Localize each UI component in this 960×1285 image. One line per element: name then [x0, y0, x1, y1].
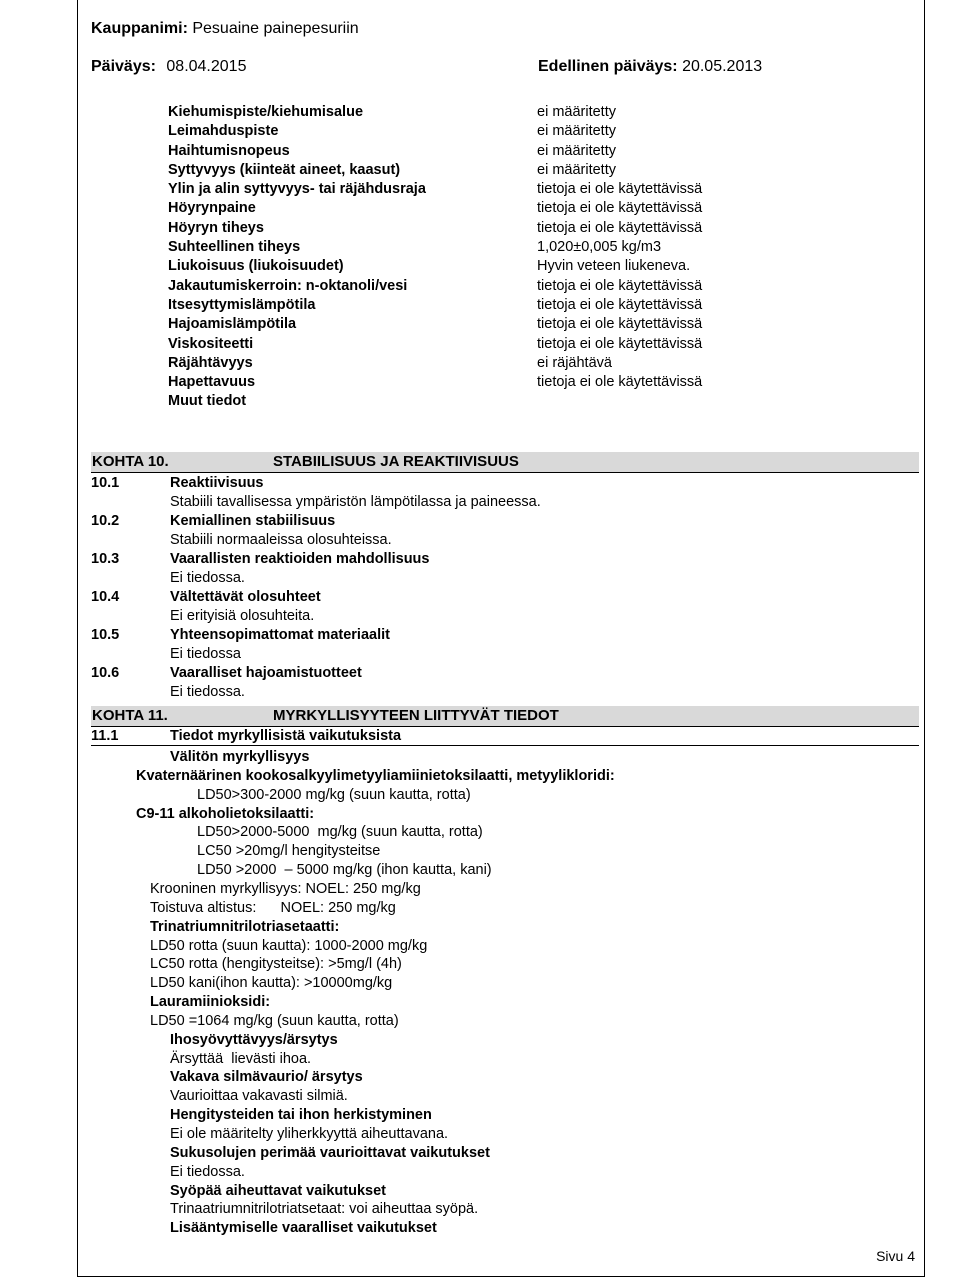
- property-label: Itsesyttymislämpötila: [168, 296, 316, 313]
- property-value: Hyvin veteen liukeneva.: [537, 258, 691, 275]
- toxicology-line: LD50 >2000 – 5000 mg/kg (ihon kautta, kani): [197, 862, 492, 879]
- property-label: Muut tiedot: [168, 393, 247, 410]
- property-row: [168, 219, 728, 238]
- section-11-header: [91, 706, 919, 727]
- subsection-number: 10.5: [91, 627, 120, 643]
- subsection-number: 10.2: [91, 513, 120, 529]
- product-line: [91, 20, 359, 38]
- property-row: [168, 373, 728, 392]
- toxicology-line: LD50 rotta (suun kautta): 1000-2000 mg/kg: [150, 937, 428, 954]
- property-label: Hajoamislämpötila: [168, 316, 297, 333]
- property-label: Suhteellinen tiheys: [168, 239, 301, 256]
- property-label: Leimahduspiste: [168, 123, 279, 140]
- property-value: tietoja ei ole käytettävissä: [537, 277, 703, 294]
- section-11-title: MYRKYLLISYYTEEN LIITTYVÄT TIEDOT: [273, 707, 559, 724]
- property-label: Jakautumiskerroin: n-oktanoli/vesi: [168, 277, 408, 294]
- property-value: ei räjähtävä: [537, 354, 612, 371]
- subsection-text: Ei tiedossa.: [170, 570, 245, 586]
- property-label: Haihtumisnopeus: [168, 142, 290, 159]
- toxicology-line: Trinaatriumnitrilotriatsetaat: voi aiheuttaa syöpä.: [170, 1201, 479, 1218]
- subsection-text: Ei tiedossa: [170, 646, 241, 662]
- toxicology-line: LC50 rotta (hengitysteitse): >5mg/l (4h): [150, 956, 402, 973]
- subsection-number: 10.6: [91, 665, 120, 681]
- property-row: [168, 180, 728, 199]
- property-value: tietoja ei ole käytettävissä: [537, 335, 703, 352]
- subsection-number: 10.4: [91, 589, 120, 605]
- toxicology-line: LD50>300-2000 mg/kg (suun kautta, rotta): [197, 786, 471, 803]
- property-value: tietoja ei ole käytettävissä: [537, 219, 703, 236]
- toxicology-line: C9-11 alkoholietoksilaatti:: [136, 805, 315, 822]
- toxicology-line: Vakava silmävaurio/ ärsytys: [170, 1069, 363, 1086]
- prev-date-line: [538, 58, 762, 76]
- prev-date-label: Edellinen päiväys:: [538, 58, 678, 75]
- toxicology-line: Ei tiedossa.: [170, 1163, 245, 1180]
- property-row: [168, 354, 728, 373]
- section-10-number: KOHTA 10.: [92, 453, 169, 470]
- property-row: [168, 392, 728, 411]
- property-row: [168, 199, 728, 218]
- subsection-title: Vältettävät olosuhteet: [170, 589, 321, 605]
- toxicology-line: Ei ole määritelty yliherkkyyttä aiheuttavana.: [170, 1126, 449, 1142]
- section-11-1-rule: [91, 745, 919, 746]
- property-row: [168, 238, 728, 257]
- date-label: Päiväys:: [91, 58, 156, 75]
- property-label: Syttyvyys (kiinteät aineet, kaasut): [168, 161, 401, 178]
- property-value: tietoja ei ole käytettävissä: [537, 296, 703, 313]
- toxicology-line: LD50>2000-5000 mg/kg (suun kautta, rotta): [197, 824, 483, 841]
- property-label: Kiehumispiste/kiehumisalue: [168, 104, 364, 120]
- subsection-text: Ei erityisiä olosuhteita.: [170, 608, 315, 624]
- property-value: tietoja ei ole käytettävissä: [537, 316, 703, 333]
- toxicology-line: Hengitysteiden tai ihon herkistyminen: [170, 1107, 432, 1124]
- toxicology-line: Välitön myrkyllisyys: [170, 749, 310, 765]
- subsection-text: Stabiili tavallisessa ympäristön lämpötilassa ja paineessa.: [170, 494, 541, 510]
- toxicology-line: LD50 =1064 mg/kg (suun kautta, rotta): [150, 1012, 399, 1029]
- property-label: Höyryn tiheys: [168, 219, 264, 236]
- product-label: Kauppanimi:: [91, 20, 188, 37]
- property-row: [168, 277, 728, 296]
- toxicology-line: Vaurioittaa vakavasti silmiä.: [170, 1088, 348, 1105]
- property-label: Hapettavuus: [168, 374, 256, 391]
- toxicology-line: Kvaternäärinen kookosalkyylimetyyliamiinietoksilaatti, metyylikloridi:: [136, 767, 615, 784]
- toxicology-line: Sukusolujen perimää vaurioittavat vaikutukset: [170, 1144, 490, 1161]
- section-10-title: STABIILISUUS JA REAKTIIVISUUS: [273, 453, 519, 470]
- toxicology-line: Ärsyttää lievästi ihoa.: [170, 1050, 312, 1067]
- product-name: Pesuaine painepesuriin: [192, 20, 359, 37]
- section-11-number: KOHTA 11.: [92, 707, 168, 724]
- subsection-title: Vaaralliset hajoamistuotteet: [170, 665, 362, 681]
- property-row: [168, 257, 728, 276]
- toxicology-line: Syöpää aiheuttavat vaikutukset: [170, 1182, 386, 1199]
- subsection-text: Ei tiedossa.: [170, 684, 245, 700]
- toxicology-line: Lisääntymiselle vaaralliset vaikutukset: [170, 1220, 437, 1237]
- property-label: Räjähtävyys: [168, 354, 253, 371]
- property-value: ei määritetty: [537, 142, 616, 159]
- subsection-title: Vaarallisten reaktioiden mahdollisuus: [170, 551, 430, 567]
- subsection-text: Stabiili normaaleissa olosuhteissa.: [170, 532, 392, 548]
- subsection-title: Yhteensopimattomat materiaalit: [170, 627, 390, 643]
- properties-table: [168, 103, 728, 412]
- toxicology-line: Trinatriumnitrilotriasetaatti:: [150, 918, 340, 935]
- page-number: Sivu 4: [876, 1248, 915, 1264]
- property-row: [168, 103, 728, 122]
- property-value: ei määritetty: [537, 123, 616, 140]
- date-line: [91, 58, 246, 76]
- section-11-1-number: 11.1: [91, 728, 119, 744]
- property-value: ei määritetty: [537, 161, 616, 178]
- property-value: ei määritetty: [537, 104, 616, 120]
- subsection-number: 10.3: [91, 551, 120, 567]
- date-value: 08.04.2015: [166, 58, 247, 75]
- section-10-header: [91, 452, 919, 473]
- property-value: 1,020±0,005 kg/m3: [537, 239, 662, 256]
- property-row: [168, 142, 728, 161]
- toxicology-line: Toistuva altistus: NOEL: 250 mg/kg: [150, 899, 396, 916]
- property-row: [168, 161, 728, 180]
- property-label: Höyrynpaine: [168, 200, 256, 217]
- toxicology-line: Lauramiinioksidi:: [150, 994, 271, 1011]
- property-label: Liukoisuus (liukoisuudet): [168, 258, 344, 275]
- subsection-title: Reaktiivisuus: [170, 475, 264, 491]
- property-value: tietoja ei ole käytettävissä: [537, 181, 703, 198]
- prev-date-value: 20.05.2013: [682, 58, 763, 75]
- property-value: tietoja ei ole käytettävissä: [537, 374, 703, 391]
- property-value: tietoja ei ole käytettävissä: [537, 200, 703, 217]
- property-label: Viskositeetti: [168, 335, 254, 352]
- property-label: Ylin ja alin syttyvyys- tai räjähdusraja: [168, 181, 426, 198]
- subsection-number: 10.1: [91, 475, 120, 491]
- toxicology-line: Ihosyövyttävyys/ärsytys: [170, 1031, 338, 1048]
- toxicology-line: LD50 kani(ihon kautta): >10000mg/kg: [150, 975, 393, 992]
- toxicology-line: LC50 >20mg/l hengitysteitse: [197, 843, 381, 860]
- property-row: [168, 296, 728, 315]
- toxicology-line: Krooninen myrkyllisyys: NOEL: 250 mg/kg: [150, 880, 421, 897]
- property-row: [168, 122, 728, 141]
- section-11-1-title: Tiedot myrkyllisistä vaikutuksista: [170, 728, 402, 744]
- property-row: [168, 335, 728, 354]
- property-row: [168, 315, 728, 334]
- subsection-title: Kemiallinen stabiilisuus: [170, 513, 336, 529]
